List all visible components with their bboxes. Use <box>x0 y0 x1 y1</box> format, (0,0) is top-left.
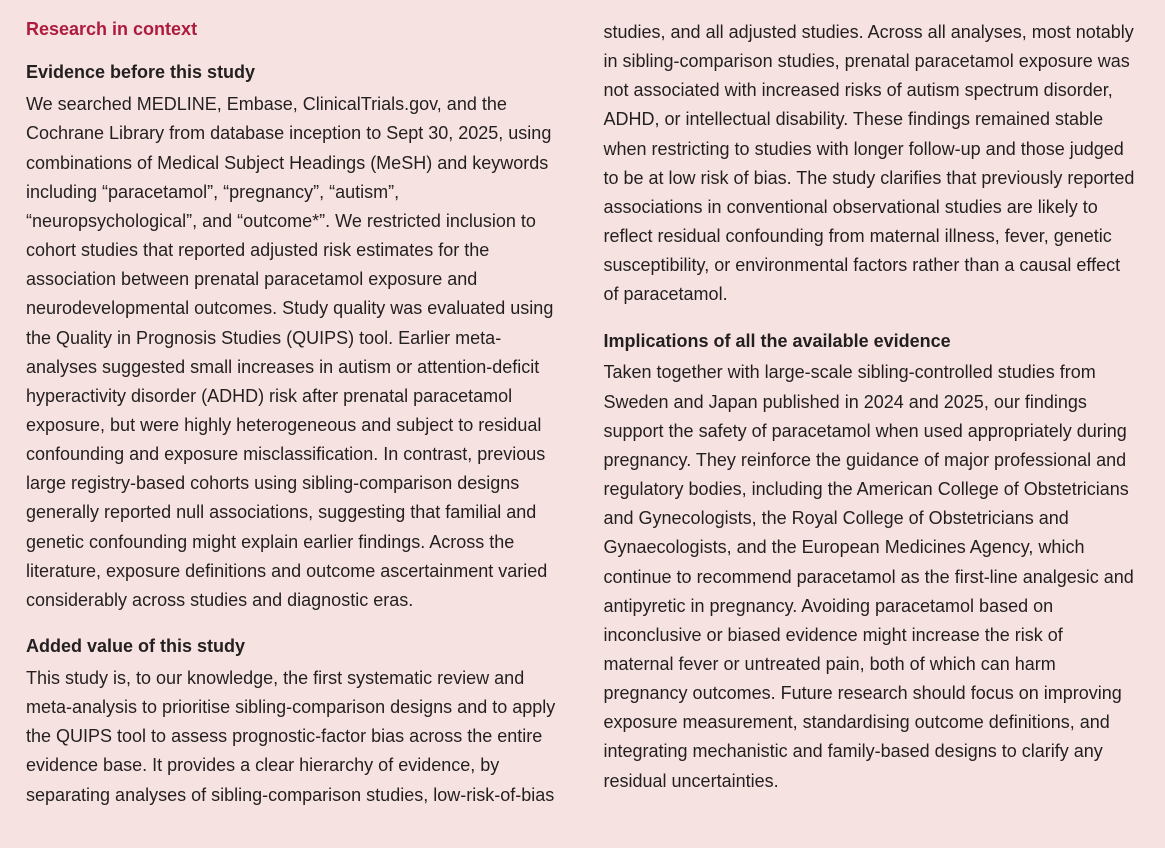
two-column-text-area <box>26 18 1135 830</box>
section-heading: Implications of all the available evidence <box>603 330 951 351</box>
panel-title: Research in context <box>26 19 198 39</box>
section-body: Taken together with large-scale sibling-controlled studies from Sweden and Japan published in 2024 and 2025, our findings support the safety of paracetamol when used appropriately during pregnancy. They reinforce the guidance of major professional and regulatory bodies, including the American College of Obstetricians and Gynecologists, the Royal College of Obstetricians and Gynaecologists, and the European Medicines Agency, which continue to recommend paracetamol as the first-line analgesic and antipyretic in pregnancy. Avoiding paracetamol based on inconclusive or biased evidence might increase the risk of maternal fever or untreated pain, both of which can harm pregnancy outcomes. Future research should focus on improving exposure measurement, standardising outcome definitions, and integrating mechanistic and family-based designs to clarify any residual uncertainties. <box>603 362 1134 791</box>
section-heading: Evidence before this study <box>26 62 256 83</box>
section-heading: Added value of this study <box>26 636 246 657</box>
section-implications-of-available-evidence <box>604 328 1136 796</box>
section-evidence-before-this-study <box>26 59 558 615</box>
section-body: We searched MEDLINE, Embase, ClinicalTrials.gov, and the Cochrane Library from database inception to Sept 30, 2025, using combinations of Medical Subject Headings (MeSH) and keywords including “paracetamol”, “pregnancy”, “autism”, “neuropsychological”, and “outcome*”. We restricted inclusion to cohort studies that reported adjusted risk estimates for the association between prenatal paracetamol exposure and neurodevelopmental outcomes. Study quality was evaluated using the Quality in Prognosis Studies (QUIPS) tool. Earlier meta-analyses suggested small increases in autism or attention-deficit hyperactivity disorder (ADHD) risk after prenatal paracetamol exposure, but were highly heterogeneous and subject to residual confounding and exposure misclassification. In contrast, previous large registry-based cohorts using sibling-comparison designs generally reported null associations, suggesting that familial and genetic confounding might explain earlier findings. Across the literature, exposure definitions and outcome ascertainment varied considerably across studies and diagnostic eras. <box>26 94 554 610</box>
section-body: This study is, to our knowledge, the first systematic review and meta-analysis to prioritise sibling-comparison designs and to apply the QUIPS tool to assess prognostic-factor bias across the entire evidence base. It provides a clear hierarchy of evidence, by separating analyses of sibling-comparison studies, low-risk-of-bias studies, and all adjusted studies. Across all analyses, most notably in sibling-comparison studies, prenatal paracetamol exposure was not associated with increased risks of autism spectrum disorder, ADHD, or intellectual disability. These findings remained stable when restricting to studies with longer follow-up and those judged to be at low risk of bias. The study clarifies that previously reported associations in conventional observational studies are likely to reflect residual confounding from maternal illness, fever, genetic susceptibility, or environmental factors rather than a causal effect of paracetamol. <box>26 22 1135 805</box>
